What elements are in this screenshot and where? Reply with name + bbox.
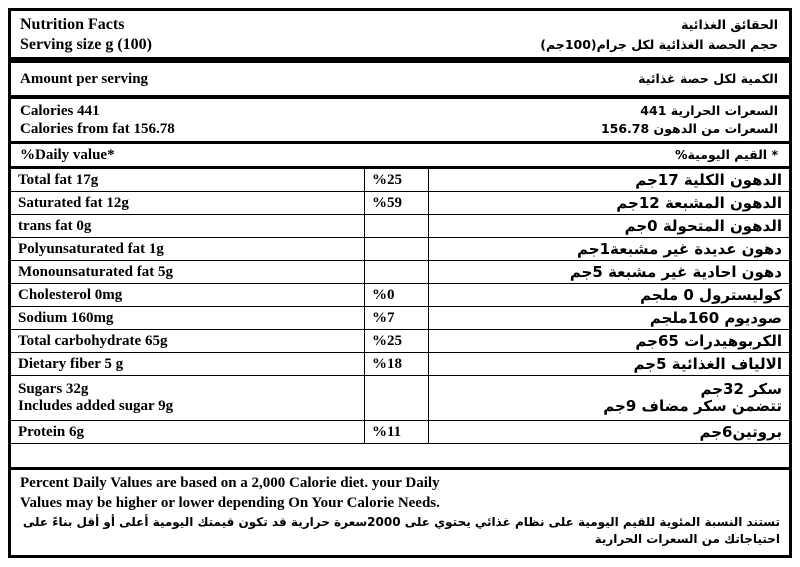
table-row — [11, 284, 789, 307]
table-row — [11, 307, 789, 330]
nutrient-en: trans fat 0g — [11, 215, 365, 238]
nutrient-ar: الكربوهيدرات 65جم — [429, 330, 790, 353]
serving-size-en: Serving size g (100) — [20, 36, 152, 53]
serving-size-ar: حجم الحصة الغذائية لكل جرام(100جم) — [540, 37, 778, 52]
nutrient-en: Dietary fiber 5 g — [11, 353, 365, 376]
nutrient-ar: الدهون الكلية 17جم — [429, 169, 790, 192]
daily-value-en: %Daily value* — [20, 147, 115, 163]
daily-percent: %7 — [365, 307, 429, 330]
daily-percent: %0 — [365, 284, 429, 307]
table-row — [11, 238, 789, 261]
nutrient-table — [11, 169, 789, 444]
footer-line-1: Percent Daily Values are based on a 2,000 Calorie diet. your Daily — [20, 475, 440, 491]
divider — [11, 95, 789, 99]
nutrient-en: Total fat 17g — [11, 169, 365, 192]
nutrient-ar: الالياف الغذائية 5جم — [429, 353, 790, 376]
nutrient-ar: صوديوم 160ملجم — [429, 307, 790, 330]
nutrient-ar: الدهون المتحولة 0جم — [429, 215, 790, 238]
nutrient-en — [11, 376, 365, 421]
table-row — [11, 330, 789, 353]
daily-percent: %25 — [365, 169, 429, 192]
amount-per-serving-en: Amount per serving — [20, 71, 149, 87]
daily-percent: %25 — [365, 330, 429, 353]
nutrient-en: Cholesterol 0mg — [11, 284, 365, 307]
daily-percent: %18 — [365, 353, 429, 376]
added-sugar-en: Includes added sugar 9g — [18, 398, 174, 414]
calories-ar: السعرات الحرارية 441 — [640, 103, 778, 118]
sugars-ar: سكر 32جم — [700, 380, 782, 398]
added-sugar-ar: تتضمن سكر مضاف 9جم — [603, 397, 782, 415]
table-row — [11, 192, 789, 215]
daily-percent — [365, 376, 429, 421]
table-row — [11, 376, 789, 421]
daily-percent — [365, 261, 429, 284]
nutrient-en: Saturated fat 12g — [11, 192, 365, 215]
sugars-en: Sugars 32g — [18, 381, 89, 397]
nutrient-en: Monounsaturated fat 5g — [11, 261, 365, 284]
amount-per-serving-ar: الكمية لكل حصة غذائية — [638, 71, 778, 86]
nutrient-en: Total carbohydrate 65g — [11, 330, 365, 353]
thick-divider — [11, 57, 789, 63]
nutrient-ar: كوليسترول 0 ملجم — [429, 284, 790, 307]
nutrient-ar: الدهون المشبعة 12جم — [429, 192, 790, 215]
calories-from-fat-en: Calories from fat 156.78 — [20, 121, 175, 137]
table-row — [11, 215, 789, 238]
nutrient-ar: دهون عديدة غير مشبعة1جم — [429, 238, 790, 261]
table-row — [11, 169, 789, 192]
title-ar: الحقائق الغذائية — [681, 17, 778, 32]
nutrient-ar — [429, 376, 790, 421]
nutrient-en: Protein 6g — [11, 421, 365, 444]
table-row — [11, 421, 789, 444]
divider — [11, 467, 789, 470]
table-row — [11, 353, 789, 376]
calories-from-fat-ar: السعرات من الدهون 156.78 — [600, 121, 778, 136]
daily-percent: %59 — [365, 192, 429, 215]
daily-percent — [365, 238, 429, 261]
nutrition-label — [8, 8, 792, 558]
table-row — [11, 261, 789, 284]
nutrient-en: Sodium 160mg — [11, 307, 365, 330]
nutrient-ar: بروتين6جم — [429, 421, 790, 444]
footer-note-ar: تستند النسبة المئوية للقيم اليومية على نظام غذائي يحتوي على 2000سعرة حرارية قد تكون قيمتك اليومية أعلى أو أقل بناءً على احتياجاتك من السعرات الحرارية — [22, 515, 780, 546]
daily-value-ar: * القيم اليومية% — [675, 147, 778, 162]
daily-percent — [365, 215, 429, 238]
divider — [11, 141, 789, 144]
daily-percent: %11 — [365, 421, 429, 444]
nutrient-en: Polyunsaturated fat 1g — [11, 238, 365, 261]
nutrient-ar: دهون احادية غير مشبعة 5جم — [429, 261, 790, 284]
footer-line-2: Values may be higher or lower depending On Your Calorie Needs. — [20, 495, 440, 511]
title-en: Nutrition Facts — [20, 16, 125, 33]
footer-note-en — [20, 473, 440, 513]
calories-en: Calories 441 — [20, 103, 100, 119]
